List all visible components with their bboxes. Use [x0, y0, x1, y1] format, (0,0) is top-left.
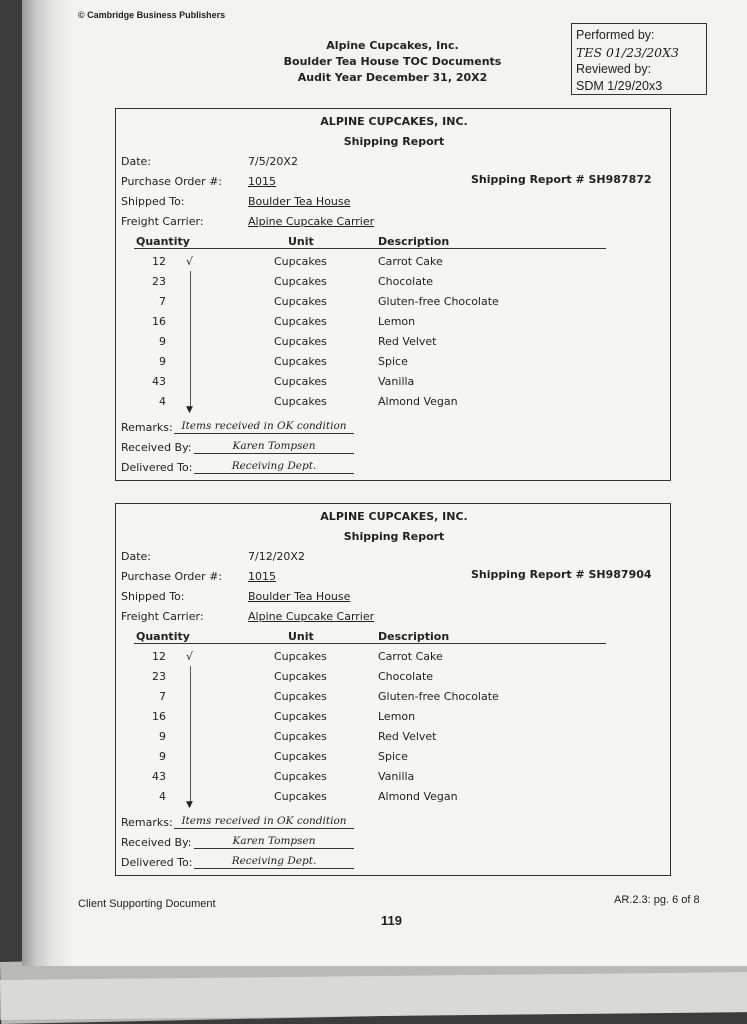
received-by-value: Karen Tompsen: [194, 834, 354, 849]
tickmark: √: [186, 255, 194, 268]
report-company: ALPINE CUPCAKES, INC.: [320, 510, 468, 523]
tickmark-arrow-icon: ▼: [186, 800, 193, 810]
item-row: [116, 710, 672, 730]
item-unit: Cupcakes: [274, 355, 327, 368]
tickmark: √: [186, 650, 194, 663]
shipping-report: [115, 108, 671, 481]
item-quantity: 23: [152, 275, 166, 288]
item-unit: Cupcakes: [274, 255, 327, 268]
freight-carrier-value: Alpine Cupcake Carrier: [248, 610, 375, 623]
remarks-value: Items received in OK condition: [174, 814, 354, 829]
item-row: [116, 295, 672, 315]
header-audit-year: Audit Year December 31, 20X2: [297, 71, 488, 84]
item-unit: Cupcakes: [274, 275, 327, 288]
item-quantity: 16: [152, 315, 166, 328]
item-description: Red Velvet: [378, 335, 437, 348]
item-unit: Cupcakes: [274, 335, 327, 348]
item-row: [116, 650, 672, 670]
freight-carrier-value: Alpine Cupcake Carrier: [248, 215, 375, 228]
item-unit: Cupcakes: [274, 770, 327, 783]
item-quantity: 9: [159, 730, 166, 743]
item-quantity: 4: [159, 790, 166, 803]
date-label: Date:: [121, 550, 151, 563]
shipping-report-number: Shipping Report # SH987904: [471, 568, 652, 581]
item-quantity: 16: [152, 710, 166, 723]
freight-carrier-label: Freight Carrier:: [121, 610, 204, 623]
po-label: Purchase Order #:: [121, 175, 223, 188]
item-row: [116, 375, 672, 395]
footer-right: AR.2.3: pg. 6 of 8: [614, 894, 700, 906]
copyright-notice: © Cambridge Business Publishers: [78, 10, 226, 20]
header-rule: [134, 643, 606, 644]
signoff-box: [571, 23, 707, 95]
item-quantity: 9: [159, 750, 166, 763]
item-unit: Cupcakes: [274, 650, 327, 663]
col-unit: Unit: [288, 630, 314, 643]
item-description: Spice: [378, 355, 408, 368]
received-by-label: Received By:: [121, 441, 192, 454]
item-row: [116, 255, 672, 275]
po-value: 1015: [248, 570, 276, 583]
report-title: Shipping Report: [343, 530, 445, 543]
report-title: Shipping Report: [343, 135, 445, 148]
item-description: Lemon: [378, 315, 416, 328]
delivered-to-label: Delivered To:: [121, 856, 193, 869]
freight-carrier-label: Freight Carrier:: [121, 215, 204, 228]
performed-by-value: TES 01/23/20X3: [576, 45, 679, 60]
item-description: Almond Vegan: [378, 790, 458, 803]
item-row: [116, 770, 672, 790]
item-quantity: 43: [152, 375, 166, 388]
document-header: [260, 38, 525, 86]
col-description: Description: [378, 630, 450, 643]
item-quantity: 43: [152, 770, 166, 783]
item-row: [116, 315, 672, 335]
item-row: [116, 790, 672, 810]
col-description: Description: [378, 235, 450, 248]
item-row: [116, 690, 672, 710]
shipped-to-value: Boulder Tea House: [248, 195, 351, 208]
shipping-report: [115, 503, 671, 876]
footer-left: Client Supporting Document: [78, 898, 216, 910]
item-description: Vanilla: [378, 375, 415, 388]
received-by-label: Received By:: [121, 836, 192, 849]
item-description: Chocolate: [378, 670, 434, 683]
item-description: Vanilla: [378, 770, 415, 783]
item-row: [116, 730, 672, 750]
reviewed-by-value: SDM 1/29/20x3: [576, 79, 663, 93]
remarks-value: Items received in OK condition: [174, 419, 354, 434]
delivered-to-value: Receiving Dept.: [194, 854, 354, 869]
item-unit: Cupcakes: [274, 710, 327, 723]
underlying-sheet: [0, 972, 747, 1020]
item-quantity: 23: [152, 670, 166, 683]
item-unit: Cupcakes: [274, 670, 327, 683]
item-unit: Cupcakes: [274, 395, 327, 408]
tickmark-arrow-icon: ▼: [186, 405, 193, 415]
item-description: Chocolate: [378, 275, 434, 288]
remarks-label: Remarks:: [121, 421, 173, 434]
item-unit: Cupcakes: [274, 690, 327, 703]
date-value: 7/12/20X2: [248, 550, 305, 563]
date-label: Date:: [121, 155, 151, 168]
item-row: [116, 395, 672, 415]
item-description: Gluten-free Chocolate: [378, 690, 499, 703]
item-unit: Cupcakes: [274, 750, 327, 763]
po-value: 1015: [248, 175, 276, 188]
item-description: Spice: [378, 750, 408, 763]
binding-shadow: [22, 0, 74, 966]
page-number: 119: [381, 913, 402, 928]
col-unit: Unit: [288, 235, 314, 248]
shipped-to-label: Shipped To:: [121, 590, 185, 603]
item-quantity: 7: [159, 295, 166, 308]
delivered-to-value: Receiving Dept.: [194, 459, 354, 474]
item-unit: Cupcakes: [274, 730, 327, 743]
item-unit: Cupcakes: [274, 375, 327, 388]
shipped-to-value: Boulder Tea House: [248, 590, 351, 603]
performed-by-label: Performed by:: [576, 28, 655, 42]
item-description: Lemon: [378, 710, 416, 723]
po-label: Purchase Order #:: [121, 570, 223, 583]
shipping-report-number: Shipping Report # SH987872: [471, 173, 652, 186]
item-quantity: 9: [159, 335, 166, 348]
item-description: Almond Vegan: [378, 395, 458, 408]
header-rule: [134, 248, 606, 249]
item-description: Carrot Cake: [378, 255, 443, 268]
tickmark-line: [190, 666, 191, 806]
item-unit: Cupcakes: [274, 790, 327, 803]
item-description: Red Velvet: [378, 730, 437, 743]
item-unit: Cupcakes: [274, 315, 327, 328]
item-row: [116, 355, 672, 375]
reviewed-by-label: Reviewed by:: [576, 62, 652, 76]
item-unit: Cupcakes: [274, 295, 327, 308]
item-row: [116, 335, 672, 355]
item-quantity: 12: [152, 255, 166, 268]
item-description: Carrot Cake: [378, 650, 443, 663]
item-quantity: 12: [152, 650, 166, 663]
item-row: [116, 670, 672, 690]
received-by-value: Karen Tompsen: [194, 439, 354, 454]
item-row: [116, 750, 672, 770]
report-company: ALPINE CUPCAKES, INC.: [320, 115, 468, 128]
col-quantity: Quantity: [136, 235, 190, 248]
shipped-to-label: Shipped To:: [121, 195, 185, 208]
item-quantity: 7: [159, 690, 166, 703]
item-description: Gluten-free Chocolate: [378, 295, 499, 308]
col-quantity: Quantity: [136, 630, 190, 643]
remarks-label: Remarks:: [121, 816, 173, 829]
delivered-to-label: Delivered To:: [121, 461, 193, 474]
header-company: Alpine Cupcakes, Inc.: [326, 39, 459, 52]
item-row: [116, 275, 672, 295]
item-quantity: 9: [159, 355, 166, 368]
date-value: 7/5/20X2: [248, 155, 298, 168]
header-subject: Boulder Tea House TOC Documents: [283, 55, 502, 68]
tickmark-line: [190, 271, 191, 411]
item-quantity: 4: [159, 395, 166, 408]
